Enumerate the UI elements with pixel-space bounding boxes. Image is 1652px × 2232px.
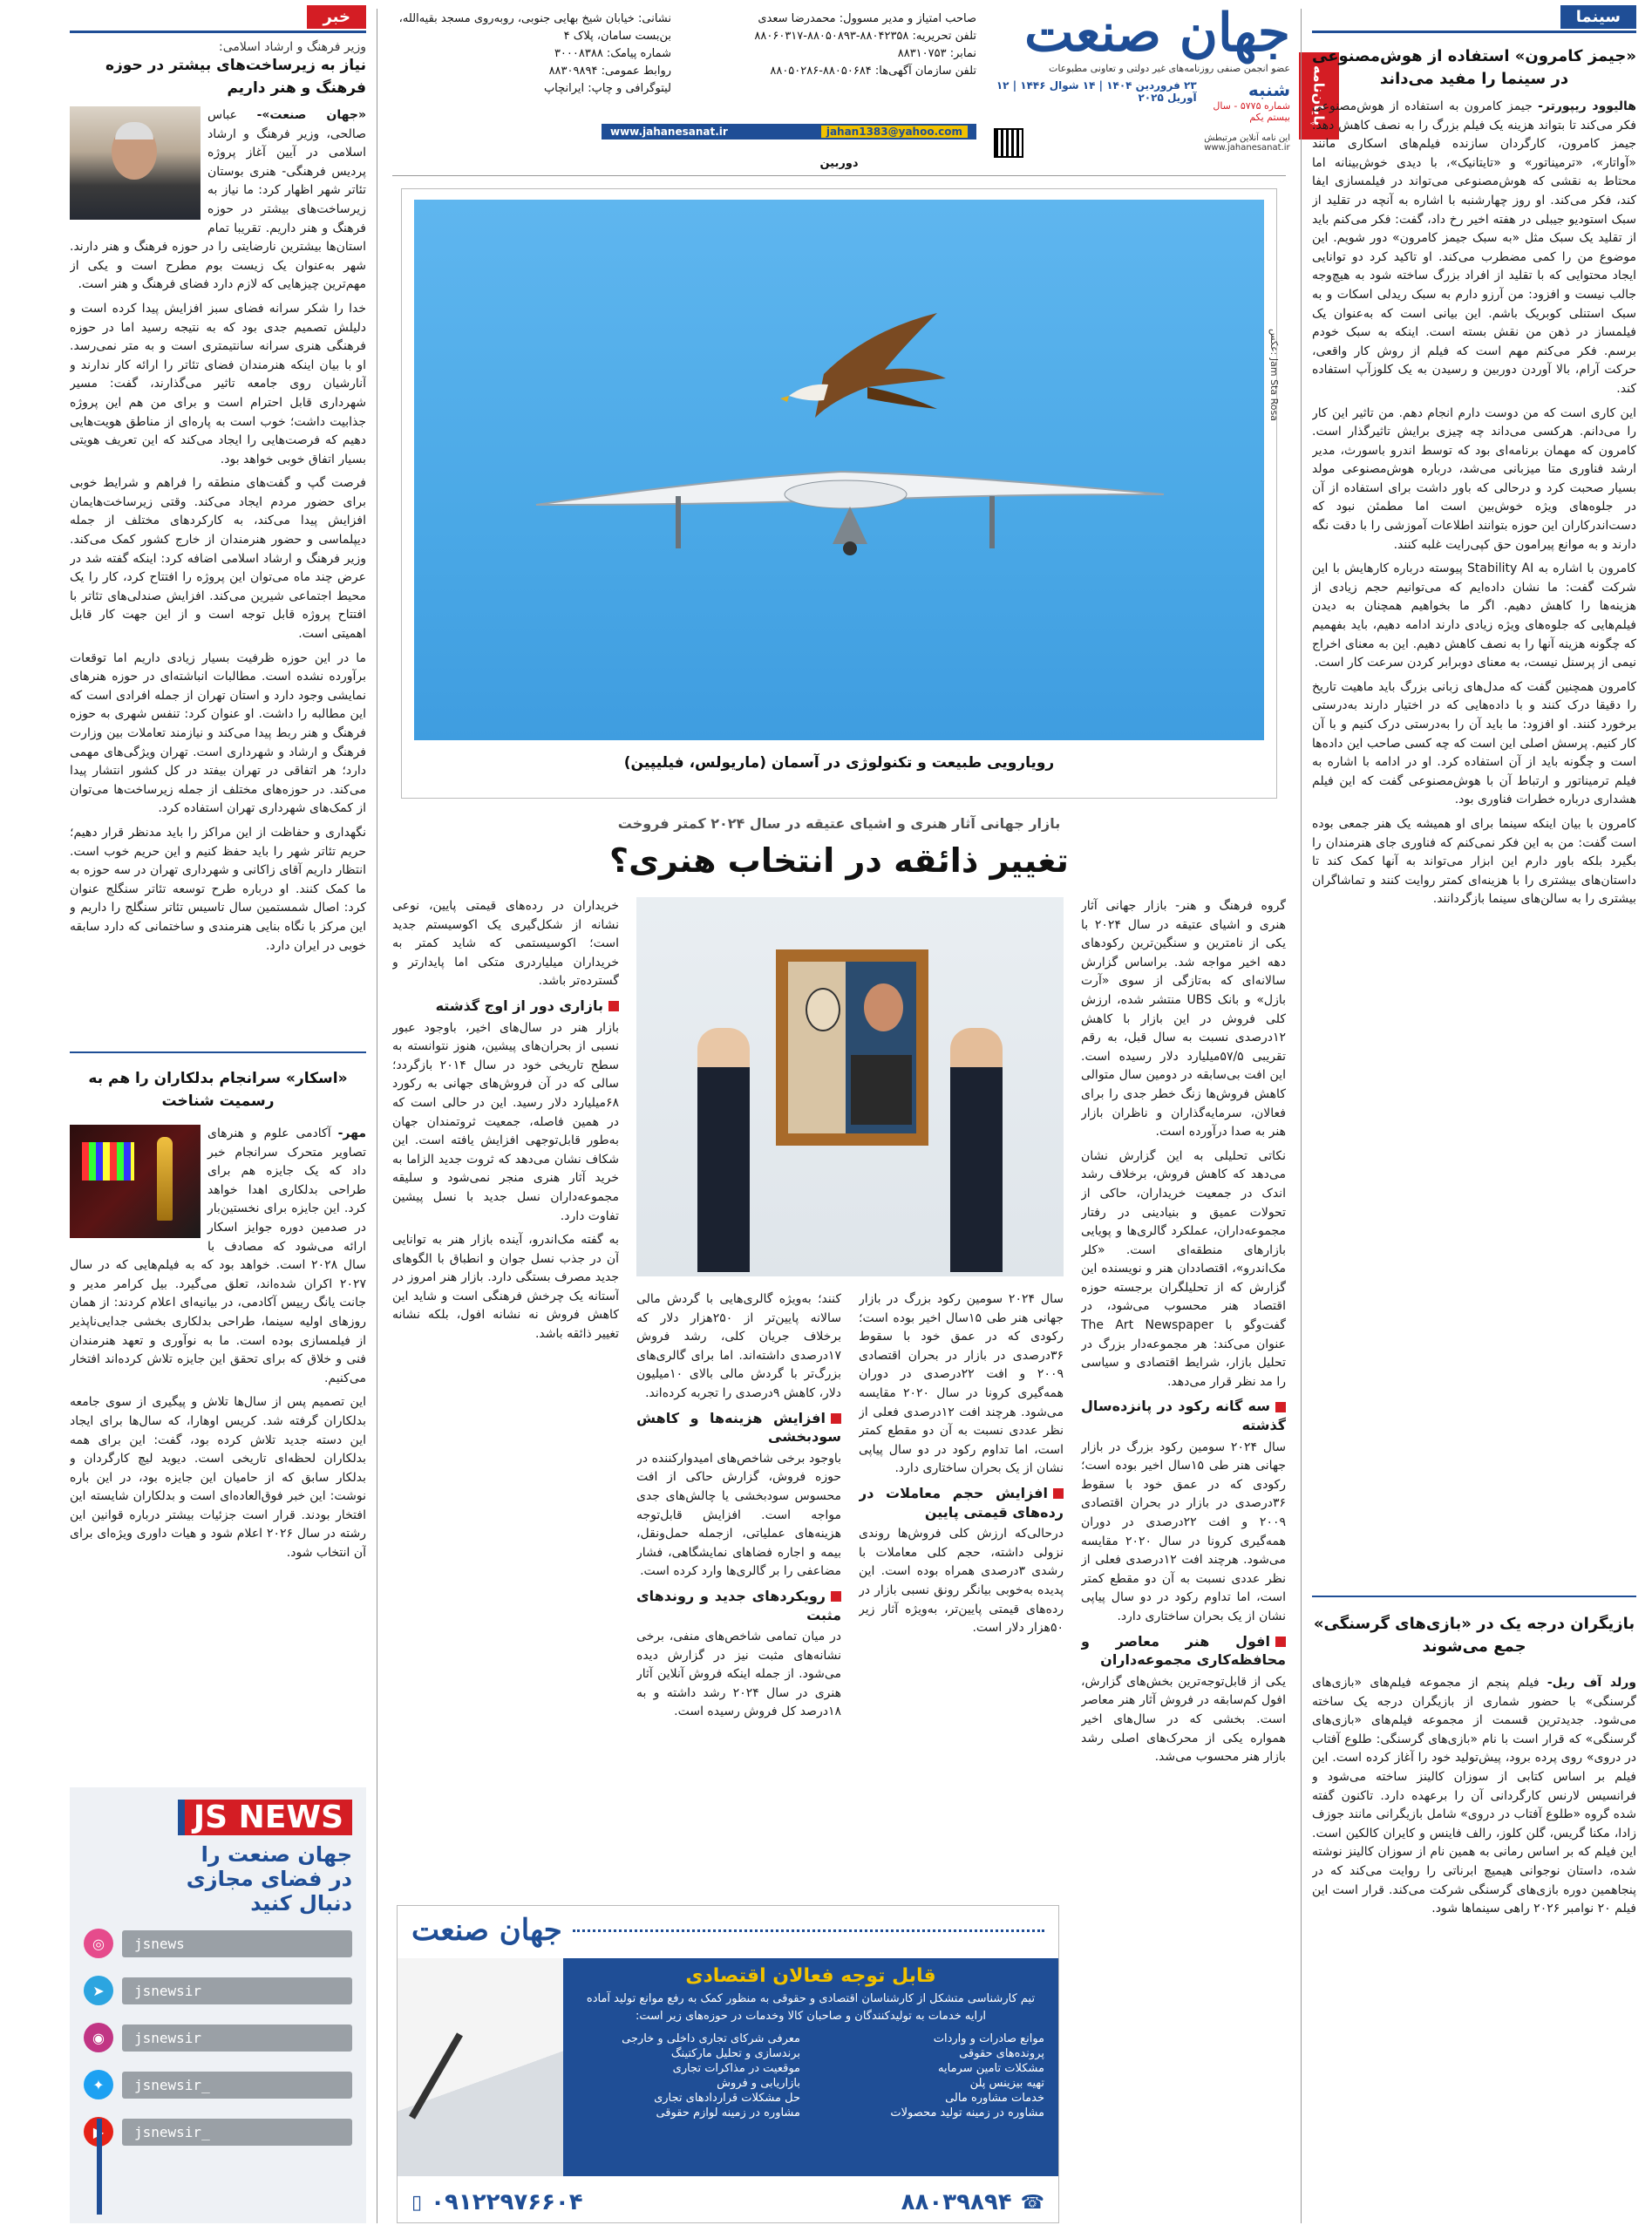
- masthead-info: [384, 10, 976, 115]
- jsnews-line-3: دنبال کنید: [250, 1891, 352, 1916]
- art-paragraph: نکاتی تحلیلی به این گزارش نشان می‌دهد که کاهش فروش، برخلاف رشد اندک در جمعیت خریداران، حاکی از تحولات عمیق و بنیادینی در رفتار مجموعه‌داران، عملکرد گالری‌ها و پویایی بازارهای منطقه‌ای است. «کلر مک‌اندرو»، اقتصاددان هنر و نویسنده این گزارش که از تحلیلگران برجسته حوزه اقتصاد هنر محسوب می‌شود، در گفت‌وگو با The Art Newspaper عنوان می‌کند: هر مجموعه‌دار بزرگ در تحلیل بازار، شرایط اقتصادی و سیاسی را مد نظر قرار می‌دهد.: [1081, 1148, 1286, 1389]
- cinema-paragraph: کامرون با بیان اینکه سینما برای او همیشه یک هنر جمعی بوده است گفت: من به این فکر نمی‌کنم که فناوری جای هنرمندان را بگیرد بلکه باور دارم این ابزار می‌تواند به آنها کمک کند تا داستان‌های بیشتری را با هزینه‌ای کمتر روایت کنند و تماشاگران بیشتری را به سالن‌های سینما بازگردانند.: [1312, 816, 1636, 907]
- news-body: [70, 106, 366, 1022]
- cinema-body-2: [1312, 1674, 1636, 2215]
- social-row-instagram[interactable]: [84, 2020, 352, 2055]
- address-line: نشانی: خیابان شیخ بهایی جنوبی، روبه‌روی مسجد بقیه‌الله، بن‌بست سامان، پلاک ۴: [398, 12, 671, 43]
- masthead-date: ۲۳ فروردین ۱۴۰۴ | ۱۴ شوال ۱۴۴۶ | ۱۲ آوریل ۲۰۲۵: [996, 79, 1197, 104]
- ad-item: تهیه بیزینس پلن: [969, 2077, 1044, 2090]
- photo-section: [392, 157, 1286, 811]
- mobile-icon: ▯: [411, 2191, 423, 2214]
- ad-item: پرونده‌های حقوقی: [959, 2047, 1044, 2060]
- art-paragraph: در میان تمامی شاخص‌های منفی، برخی نشانه‌های مثبت نیز در گزارش دیده می‌شود. از جمله اینکه فروش آنلاین آثار هنری در سال ۲۰۲۴ رشد داشته و به ۱۸درصد کل فروش رسیده است.: [636, 1630, 841, 1719]
- news-column: [70, 9, 366, 2223]
- cinema-paragraph: این کاری است که من دوست دارم انجام دهم. من تاثیر این کار را می‌دانم. هرکسی می‌داند چه چیزی برایش تاثیرگذار است. کامرون که مهمان برنامه‌ای بود که توسط اندرو باسورث، مدیر ارشد فناوری متا میزبانی می‌شد، درباره هوش‌مصنوعی مولد بسیار صحبت کرد و درحالی که باور داشت برای استفاده از آن در جلوه‌های ویژه خوش‌بین است اما مطمئن نبود که دست‌اندرکاران این حوزه بتوانند اطلاعات آموزشی را با دقت نگه دارند و به موانع پیرامون حق کپی‌رایت غلبه کنند.: [1312, 405, 1636, 552]
- art-subhead: بازاری دور از اوج گذشته: [435, 997, 603, 1014]
- ad-headline: قابل توجه فعالان اقتصادی: [685, 1965, 936, 1987]
- cinema-body: [1312, 98, 1636, 1283]
- art-subhead: افزایش حجم معاملات در رده‌های قیمتی پایین: [859, 1484, 1064, 1521]
- cinema-section-tag: سینما: [1560, 5, 1636, 29]
- globe-icon: ◎: [84, 1929, 113, 1958]
- social-handle[interactable]: jsnews: [122, 1930, 352, 1957]
- pr-line: روابط عمومی: ۸۸۳۰۹۸۹۴: [548, 65, 671, 78]
- business-ad: [397, 1905, 1059, 2223]
- cinema-title: «جیمز کامرون» استفاده از هوش‌مصنوعی در سینما را مفید می‌داند: [1312, 47, 1636, 88]
- news-lead-source: «جهان صنعت»-: [256, 108, 366, 122]
- cinema-paragraph: جیمز کامرون به استفاده از هوش‌مصنوعی فکر می‌کند تا بتواند هزینه یک فیلم بزرگ را به نصف کاهش دهد. جیمز کامرون، کارگردان سازنده فیلم‌های اسکاری مانند «آواتار»، «ترمیناتور» و «تایتانیک»، با دیدی خوش‌بینانه اما محتاط به نقشی که هوش‌مصنوعی می‌تواند در فیلمسازی ایفا کند، فکر می‌کند. او روز چهارشنبه با اشاره به آنچه در تقلید از سبک استودیو جیبلی در هفته اخیر رخ داد، گفت: فکر می‌کنم باید از تقلید یک سبک مثل «به سبک جیمز کامرون» دور شویم. این موضوع من را کمی مضطرب می‌کند. او تاکید کرد دو توانایی ایجاد محتوایی که با تقلید از افراد بزرگ ساخته شود به هیچ‌وجه جالب نیست و افزود: من آرزو دارم به سبک ریدلی اسکات و به سبک استنلی کوبریک باشم. این بیانی است که به‌عنوان یک فیلمساز در ذهن من نقش بسته است. اینکه به سبک خودم برسم. فکر می‌کنم مهم است که فیلم از روش کار واقعی، حرکت آرام، بالا آوردن دوربین و رسیدن به یک کلوزآپ استفاده کند.: [1312, 99, 1636, 396]
- handler-left: [697, 1028, 750, 1272]
- web-bar: [602, 124, 976, 140]
- ad-item: بازاریابی و فروش: [717, 2077, 800, 2090]
- handler-right: [950, 1028, 1003, 1272]
- ad-writing-photo: [398, 1958, 563, 2176]
- ad-brand: جهان صنعت: [411, 1913, 562, 1948]
- ad-phone-office: ۸۸۰۳۹۸۹۴: [901, 2189, 1012, 2215]
- instagram-icon: ◉: [84, 2023, 113, 2052]
- jsnews-logo: JS NEWS: [178, 1800, 352, 1835]
- ad-item: مشکلات تامین سرمایه: [938, 2062, 1044, 2075]
- art-photo: [636, 897, 1064, 1276]
- art-kicker: بازار جهانی آثار هنری و اشیای عتیقه در سال ۲۰۲۴ کمتر فروخت: [617, 815, 1061, 832]
- telegram-icon: ➤: [84, 1976, 113, 2005]
- sky-photo: [414, 200, 1264, 740]
- jsnews-line-2: در فضای مجازی: [186, 1867, 352, 1891]
- phone-editorial: تلفن تحریریه: ۸۸۰۴۲۳۵۸-۸۸۰۵۰۸۹۳-۸۸۰۶۰۳۱۷: [754, 30, 976, 43]
- news-section-bar: [70, 9, 366, 33]
- social-row-web[interactable]: [84, 1926, 352, 1961]
- ad-item: مشاوره در زمینه لوازم حقوقی: [656, 2106, 800, 2120]
- cinema-lead-source-2: ورلد آف ریل-: [1547, 1676, 1636, 1690]
- sms-line: شماره پیامک: ۳۰۰۰۸۳۸۸: [554, 47, 671, 60]
- ad-item: مشاوره در زمینه تولید محصولات: [890, 2106, 1044, 2120]
- news-paragraph: آکادمی علوم و هنرهای تصاویر متحرک سرانجام خبر داد که یک جایزه هم برای طراحی بدلکاری اهدا خواهد کرد. این جایزه برای نخستین‌بار در صدمین دوره جوایز اسکار ارائه می‌شود که مصادف با سال ۲۰۲۸ است. خواهد بود که به فیلم‌هایی که در سال ۲۰۲۷ اکران شده‌اند، تعلق می‌گیرد. بیل کرامر مدیر و جانت یانگ رییس آکادمی، در بیانیه‌ای اعلام کردند: از همان روزهای اولیه سینما، طراحی بدلکاری بخشی جدایی‌ناپذیر از فیلمسازی بوده است. ما به نوآوری و تعهد هنرمندان فنی و خلاق که برای تحقق این جایزه تلاش کرده‌اند افتخار می‌کنیم.: [70, 1126, 366, 1385]
- social-handle[interactable]: jsnewsir_: [122, 2119, 352, 2146]
- art-title: تغییر ذائقه در انتخاب هنری؟: [609, 841, 1069, 880]
- jsnews-line-1: جهان صنعت را: [201, 1842, 352, 1867]
- photo-credit: عکس: Jam Sta Rosa: [1268, 329, 1280, 421]
- qr-code: [994, 128, 1023, 158]
- ad-item: معرفی شرکای تجاری داخلی و خارجی: [622, 2032, 800, 2045]
- art-subhead: رویکردهای جدید و روندهای مثبت: [636, 1587, 841, 1623]
- art-article: [392, 815, 1286, 1905]
- brand-logo: جهان صنعت: [1024, 3, 1290, 64]
- publisher-line: صاحب امتیاز و مدیر مسوول: محمدرضا سعدی: [758, 12, 976, 25]
- art-paragraph: باوجود برخی شاخص‌های امیدوارکننده در حوزه فروش، گزارش حاکی از افت محسوس سودبخشی یا چالش‌های جدی مواجه است. افزایش قابل‌توجه هزینه‌های عملیاتی، ازجمله حمل‌ونقل، بیمه و اجاره فضاهای نمایشگاهی، فشار مضاعفی را بر گالری‌ها وارد کرده است.: [636, 1451, 841, 1579]
- art-col-1: [1081, 897, 1286, 1900]
- social-row-twitter[interactable]: [84, 2067, 352, 2102]
- eagle-and-drone-illustration: [414, 200, 1264, 740]
- news-paragraph: فرصت گپ و گفت‌های منطقه را فراهم و شرایط خوبی برای حضور مردم ایجاد می‌کند. وقتی زیرساخت‌هایمان افزایش پیدا می‌کند، به کارکردهای مختلف از جمله دیپلماسی و حضور هنرمندان از خارج کشور کمک می‌کند. وزیر فرهنگ و ارشاد اسلامی اضافه کرد: اینکه گفته شد در عرض چند ماه می‌توان این پروژه را افتتاح کرد، کار را یک محیط اجتماعی شیرین می‌کند. افزایش صندلی‌های تئاتر با افتتاح پروژه قابل توجه است و از این جهت کار قابل اهمیتی است.: [70, 476, 366, 642]
- ad-item: خدمات مشاوره مالی: [945, 2092, 1044, 2105]
- art-subhead: افزایش هزینه‌ها و کاهش سودبخشی: [636, 1409, 841, 1446]
- news-paragraph: خدا را شکر سرانه فضای سبز افزایش پیدا کرده است و دلیلش تصمیم جدی بود که به نتیجه رسید اما در حوزه فرهنگی هنری سرانه سانتیمتری است و به متر نمی‌رسد. او با بیان اینکه هنرمندان فضای تئاتر را ارائه کار ندارند و آنارشیان روی جامعه تاثیر می‌گذارند، گفت: مسیر شهرداری قابل احترام است و برای من هم این پروژه جذابیت داشت؛ خوب است به پاره‌ای از مناطق هویت‌هایی دهیم که فرصت‌هایی را ایجاد می‌کند که این تعریف هویتی بسیار اتفاق خوبی خواهد بود.: [70, 301, 366, 466]
- news-paragraph: نگهداری و حفاظت از این مراکز را باید مدنظر قرار دهیم؛ حریم تئاتر شهر را باید حفظ کنیم و این حریم خوب است. انتظار داریم آقای زاکانی و شهرداری تهران در سه حوزه به ما کمک کنند. او درباره طرح توسعه تئاتر سنگلج عنوان کرد: اصال شمستمین سال تاسیس تئاتر سنگلج را داریم و این مرکز با نگاه بنایی هنرمندی و ساختمانی که دارد سابقه خوبی در ایران دارد.: [70, 825, 366, 953]
- masthead: [384, 0, 1328, 153]
- art-paragraph: به گفته مک‌اندرو، آینده بازار هنر به توانایی آن در جذب نسل جوان و انطباق با الگوهای جدید مصرف بستگی دارد. بازار هنر امروز در آستانه یک چرخش فرهنگی است و شاید این کاهش فروش نه نشانه افول، بلکه نشانه تغییر ذائقه باشد.: [392, 1233, 619, 1342]
- ad-intro: تیم کارشناسی متشکل از کارشناسان اقتصادی و حقوقی به منظور کمک به رفع موانع تولید آماده ارایه خدمات به تولیدکنندگان و صاحبان کالا وخدمات در حوزه‌های زیر است:: [586, 1992, 1036, 2023]
- art-subhead: افول هنر معاصر و محافظه‌کاری مجموعه‌داران: [1081, 1632, 1286, 1669]
- website-link[interactable]: www.jahanesanat.ir: [610, 126, 728, 138]
- ad-phone-mobile: ۰۹۱۲۲۹۷۶۶۰۴: [431, 2189, 583, 2215]
- news-title-2: «اسکار» سرانجام بدلکاران را هم به رسمیت شناخت: [88, 1070, 348, 1110]
- brand-block: [994, 3, 1290, 153]
- masthead-subtitle: عضو انجمن صنفی روزنامه‌های غیر دولتی و تعاونی مطبوعات: [1049, 63, 1290, 74]
- art-paragraph: خریداران در رده‌های قیمتی پایین، نوعی نشانه از شکل‌گیری یک اکوسیستم جدید است؛ اکوسیستمی که شاید کمتر به خریداران میلیاردری متکی اما پایدارتر و گسترده‌تر باشد.: [392, 899, 619, 989]
- jsnews-promo: [70, 1787, 366, 2223]
- ad-item: حل مشکلات قراردادهای تجاری: [654, 2092, 800, 2105]
- art-paragraph: یکی از قابل‌توجه‌ترین بخش‌های گزارش، افول کم‌سابقه در فروش آثار هنر معاصر است. بخشی که در سال‌های اخیر همواره یکی از محرک‌های اصلی رشد بازار هنر محسوب می‌شد.: [1081, 1674, 1286, 1765]
- news-title: نیاز به زیرساخت‌های بیشتر در حوزه فرهنگ و هنر داریم: [105, 57, 366, 97]
- art-paragraph: بازار هنر در سال‌های اخیر، باوجود عبور نسبی از بحران‌های پیشین، هنوز نتوانسته به سطح تاریخی خود در سال ۲۰۱۴ بازگردد؛ سالی که در آن فروش‌های جهانی به رکورد ۶۸میلیارد دلار رسید. این در حالی است که در همین فاصله، جمعیت ثروتمندان جهان به‌طور قابل‌توجهی افزایش یافته است. این شکاف نشان می‌دهد که ثروت جدید الزاما به خرید آثار هنری منجر نمی‌شود و سلیقه مجموعه‌داران نسل جدید با نسل پیشین تفاوت دارد.: [392, 1020, 619, 1223]
- masthead-day: شنبه: [1247, 79, 1290, 100]
- social-handle[interactable]: jsnewsir_: [122, 2072, 352, 2099]
- cinema-paragraph: کامرون همچنین گفت که مدل‌های زبانی بزرگ باید ماهیت تاریخ را دقیقا درک کنند و با داده‌هایی که در اختیار دارند به‌درستی برخورد کنند. او افزود: ما باید آن را به‌درستی درک کنیم و با آن کار کنیم. پرسش اصلی این است که چه کسی صاحب این داده‌ها است و چگونه باید از آن استفاده کرد. او در ادامه با اشاره به فیلم ترمیناتور و ارتباط آن با هوش‌مصنوعی گفت که این فیلم هشداری درباره خطرات فناوری بود.: [1312, 679, 1636, 807]
- cinema-paragraph: کامرون با اشاره به Stability AI پیوسته درباره کارهایش با این شرکت گفت: ما نشان داده‌ایم که می‌توانیم حجم زیادی از هزینه‌ها را کاهش دهیم. اگر ما بخواهیم همچنان به دیدن فیلم‌هایی که جلوه‌های ویژه زیادی دارند ادامه دهیم، باید بفهمیم که چگونه هزینه آنها را به نصف کاهش دهیم. این به معنای اخراج نیمی از پرسنل نیست، به معنای دوبرابر کردن سرعت کار است.: [1312, 561, 1636, 670]
- cinema-section-bar: [1312, 9, 1636, 33]
- photo-section-tag: دوربین: [809, 157, 868, 175]
- section-badge: پایان‌نامه: [1299, 52, 1339, 140]
- photo-frame: [401, 188, 1280, 799]
- twitter-icon: ✦: [84, 2070, 113, 2099]
- news-paragraph: عباس صالحی، وزیر فرهنگ و ارشاد اسلامی در آیین آغاز پروژه پردیس فرهنگی- هنری بوستان تئاتر شهر اظهار کرد: ما نیاز به زیرساخت‌های بیشتر در حوزه فرهنگ و هنر داریم. تقریبا تمام استان‌ها بیشترین نارضایتی را در حوزه فرهنگ و هنر دارند. شهر به‌عنوان یک زیست بوم مطرح است و یکی از مهم‌ترین چیزهایی که لازم دارد فضای فرهنگ و هنر است.: [70, 108, 366, 292]
- photo-caption: رویارویی طبیعت و تکنولوژی در آسمان (ماریولس، فیلیپین): [623, 754, 1055, 772]
- ad-panel: [398, 1958, 1058, 2176]
- art-col-4: [392, 897, 619, 1900]
- cinema-lead-source: هالیوود ریپورتر-: [1538, 99, 1636, 113]
- art-col-3: [636, 1290, 841, 1901]
- art-subhead: سه گانه رکود در پانزده‌سال گذشته: [1081, 1398, 1286, 1434]
- news-section-tag: خبر: [307, 5, 366, 29]
- news-paragraph: ما در این حوزه ظرفیت بسیار زیادی داریم اما توقعات برآورده نشده است. مطالبات انباشته‌ای در حوزه هنرهای نمایشی وجود دارد و استان تهران از جمله افرادی است که این مطالبه را داشت. او عنوان کرد: تنفس شهری به حوزه فرهنگ و هنر ربط پیدا می‌کند و نیازمند تعاملات بین وزارت فرهنگ و ارشاد و شهرداری است. تهران ویژگی‌های مهمی دارد؛ هر اتفاقی در تهران بیفتد در کل کشور انتشار پیدا می‌کند. در حوزه‌های مختلف از جمله زیرساخت‌ها می‌توان از کمک‌های شهرداری تهران استفاده کرد.: [70, 650, 366, 816]
- cinema-column: [1312, 9, 1636, 2223]
- social-row-telegram[interactable]: [84, 1973, 352, 2008]
- email-link[interactable]: jahan1383@yahoo.com: [821, 126, 968, 138]
- ad-item: برندسازی و تحلیل مارکتینگ: [670, 2047, 800, 2060]
- skyline-graphic: [82, 2119, 117, 2215]
- drone-icon: [536, 472, 1164, 555]
- news-minister-photo: [70, 106, 201, 220]
- art-paragraph: درحالی‌که ارزش کلی فروش‌ها روندی نزولی داشته، حجم کلی معاملات با رشدی ۳درصدی همراه بوده است. این پدیده به‌خوبی بیانگر رونق نسبی بازار در رده‌های قیمتی پایین‌تر، به‌ویژه آثار زیر ۵۰هزار دلار است.: [859, 1527, 1064, 1636]
- social-row-youtube[interactable]: [84, 2114, 352, 2149]
- fax-line: نمابر: ۸۸۳۱۰۷۵۳: [897, 47, 976, 60]
- phone-ads: تلفن سازمان آگهی‌ها: ۸۸۰۵۰۶۸۴-۸۸۰۵۰۲۸۶: [770, 65, 976, 78]
- oscar-photo: [70, 1125, 201, 1238]
- ad-item: موقعیت در مذاکرات تجاری: [672, 2062, 800, 2075]
- cinema-title-2: بازیگران درجه یک در «بازی‌های گرسنگی» جمع می‌شوند: [1313, 1615, 1635, 1656]
- cinema-paragraph: فیلم پنجم از مجموعه فیلم‌های «بازی‌های گرسنگی» با حضور شماری از بازیگران درجه یک ساخته می‌شود. جدیدترین قسمت از مجموعه فیلم‌های «بازی‌های گرسنگی» که قرار است با نام «بازی‌های گرسنگی: طلوع آفتاب در دروی» روی پرده برود، پیش‌تولید خود را آغاز کرده است. این فیلم بر اساس کتابی از سوزان کالینز ساخته می‌شود و فرانسیس لارنس کارگردانی آن را برعهده دارد. تاکنون گفته شده گروه «طلوع آفتاب در دروی» شامل بازیگرانی مانند جوزف زادا، مکنا گریس، گلن کلوز، رالف فاینس و کایران کالکین است. این فیلم که بر اساس رمانی به همین نام از سوزان کالینز نوشته شده، داستان نوجوانی هیمیچ ابرناتی را روایت می‌کند که در پنجاهمین دوره بازی‌های گرسنگی شرکت می‌کند. قرار است این فیلم ۲۰ نوامبر ۲۰۲۶ راهی سینماها شود.: [1312, 1676, 1636, 1916]
- news-lead-source-2: مهر-: [337, 1126, 366, 1140]
- eagle-icon: [780, 313, 946, 418]
- news-kicker: وزیر فرهنگ و ارشاد اسلامی:: [219, 40, 366, 54]
- masthead-issue: شماره ۵۷۷۵ - سال بیستم یکم: [1213, 100, 1290, 123]
- painting-frame: [776, 949, 928, 1146]
- social-handle[interactable]: jsnewsir: [122, 1977, 352, 2004]
- phone-icon: ☎: [1020, 2191, 1044, 2214]
- social-handle[interactable]: jsnewsir: [122, 2024, 352, 2052]
- masthead-pages-note: این نامه آنلاین مرتبطش: [1204, 133, 1290, 143]
- print-line: لیتوگرافی و چاپ: ایرانچاپ: [543, 82, 671, 95]
- art-col-2: [859, 1290, 1064, 1901]
- news-body-2: [70, 1125, 366, 1770]
- art-paragraph: کنند؛ به‌ویژه گالری‌هایی با گردش مالی سالانه پایین‌تر از ۲۵۰هزار دلار که برخلاف جریان کلی، رشد فروش ۱۷درصدی داشته‌اند. اما برای گالری‌های بزرگ‌تر با گردش مالی بالای ۱۰میلیون دلار، کاهش ۹درصدی را تجربه کرده‌اند.: [636, 1292, 841, 1400]
- art-paragraph: سال ۲۰۲۴ سومین رکود بزرگ در بازار جهانی هنر طی ۱۵سال اخیر بوده است؛ رکودی که در عمق خود با سقوط ۳۶درصدی در بازار در بحران اقتصادی ۲۰۰۹ و افت ۲۲درصدی در دوران همه‌گیری کرونا در سال ۲۰۲۰ مقایسه می‌شود. هرچند افت ۱۲درصدی فعلی از نظر عددی نسبت به آن دو مقطع کمتر است، اما تداوم رکود در دو سال پیاپی نشان از یک بحران ساختاری دارد.: [1081, 1439, 1286, 1623]
- art-paragraph: گروه فرهنگ و هنر- بازار جهانی آثار هنری و اشیای عتیقه در سال ۲۰۲۴ با یکی از نامترین و سنگین‌ترین رکودهای دهه اخیر مواجه شد. براساس گزارش سالانه‌ای که به‌تازگی از سوی «آرت بازل» و بانک UBS منتشر شده، ارزش کلی فروش در این بازار با کاهش ۱۲درصدی نسبت به سال قبل، به رقم تقریبی ۵۷/۵میلیارد دلار رسیده است. این افت بی‌سابقه در دومین سال متوالی کاهش فروش‌ها زنگ خطر جدی را برای فعالان، سرمایه‌گذاران و ناظران بازار هنر به صدا درآورده است.: [1081, 899, 1286, 1140]
- ad-item: موانع صادرات و واردات: [933, 2032, 1044, 2045]
- masthead-website-small: www.jahanesanat.ir: [1204, 143, 1290, 153]
- news-paragraph: این تصمیم پس از سال‌ها تلاش و پیگیری از سوی جامعه بدلکاران گرفته شد. کریس اوهارا، که سال‌ها برای ایجاد این دسته جدید تلاش کرده بود، گفت: این برای همه بدلکاران لحظه‌ای تاریخی است. دیوید لیچ کارگردان و بدلکار سابق که از حامیان این جایزه بود، در این باره نوشت: این خبر فوق‌العاده‌ای است و بدلکاران شایسته این افتخار بودند. قرار است جزئیات بیشتر درباره قوانین این رشته در سال ۲۰۲۶ اعلام شود و هیات داوری ویژه‌ای برای آن انتخاب شود.: [70, 1395, 366, 1561]
- art-paragraph: سال ۲۰۲۴ سومین رکود بزرگ در بازار جهانی هنر طی ۱۵سال اخیر بوده است؛ رکودی که در عمق خود با سقوط ۳۶درصدی در بازار در بحران اقتصادی ۲۰۰۹ و افت ۲۲درصدی در دوران همه‌گیری کرونا در سال ۲۰۲۰ مقایسه می‌شود. هرچند افت ۱۲درصدی فعلی از نظر عددی نسبت به آن دو مقطع کمتر است، اما تداوم رکود در دو سال پیاپی نشان از یک بحران ساختاری دارد.: [859, 1292, 1064, 1476]
